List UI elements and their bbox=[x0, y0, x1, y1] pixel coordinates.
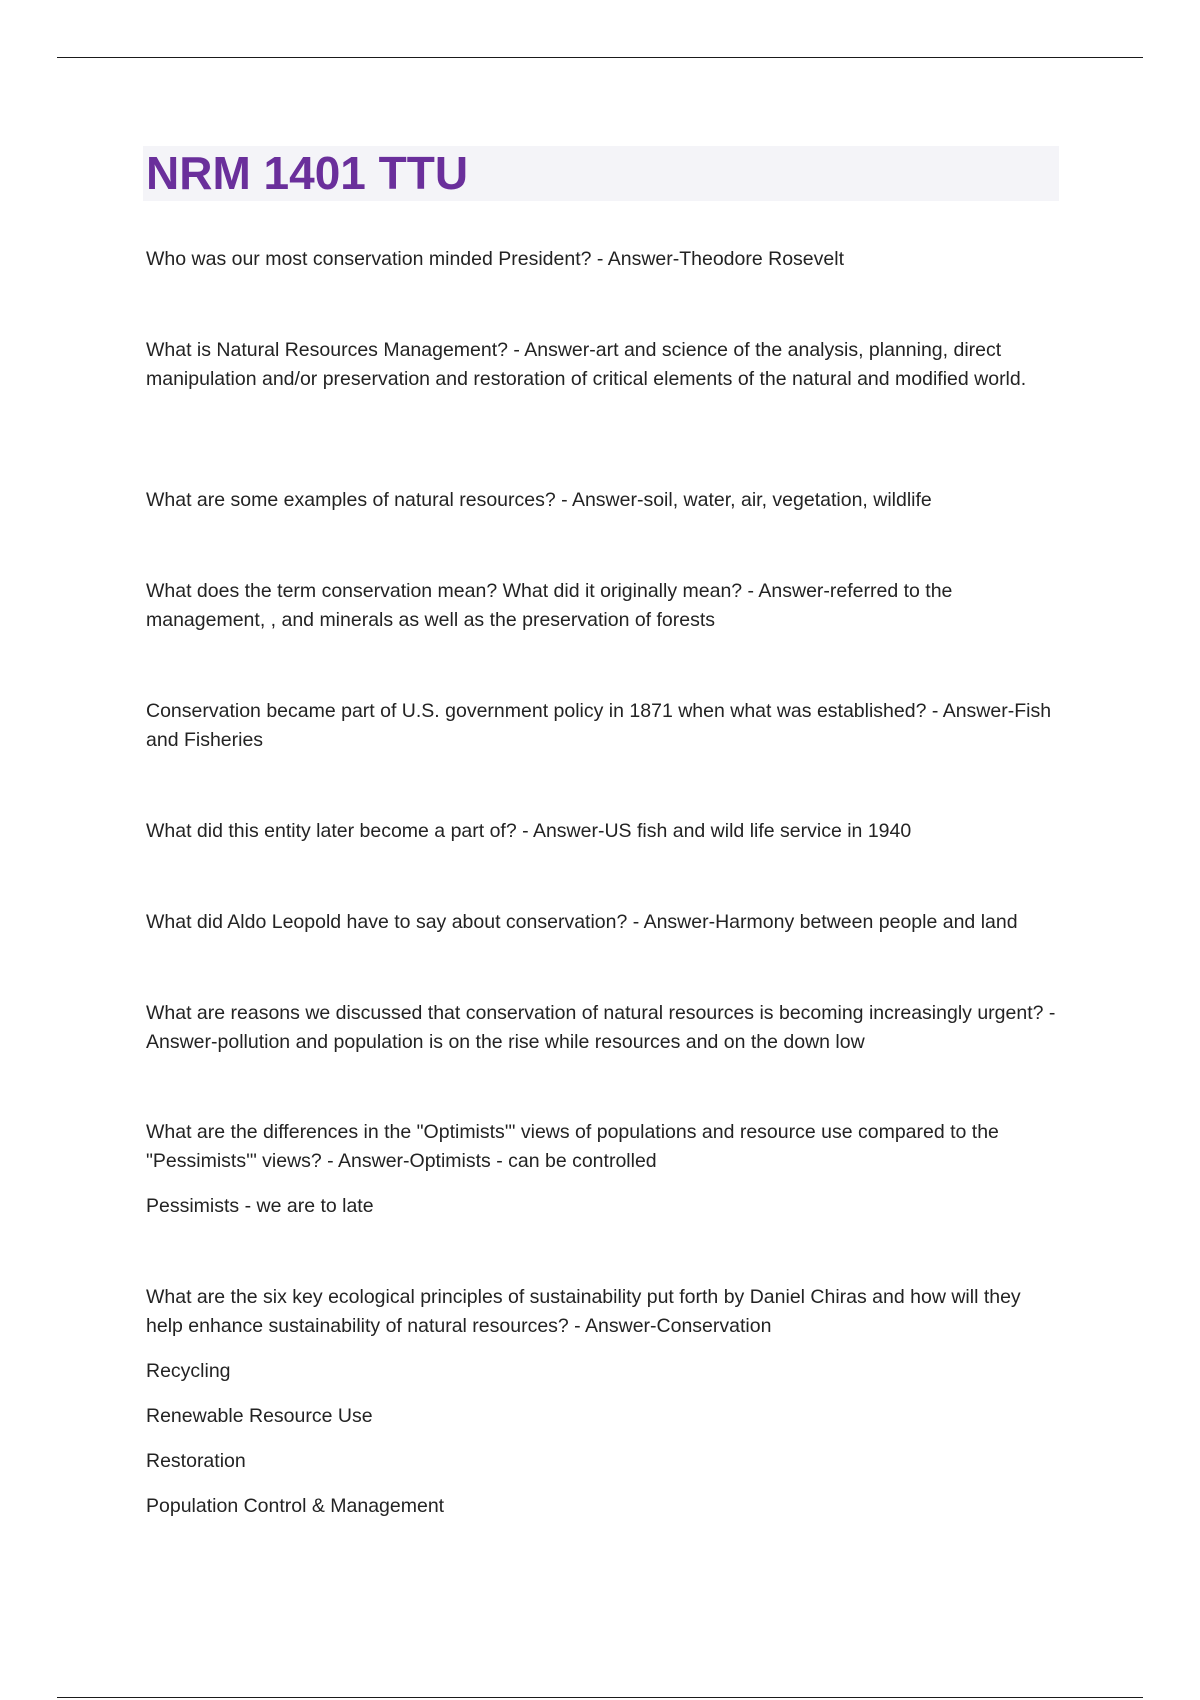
qa-entry-10 bbox=[146, 1283, 1061, 1521]
document-title: NRM 1401 TTU bbox=[146, 147, 469, 199]
qa-text: What does the term conservation mean? What did it originally mean? - Answer-referred to the management, , and minerals as well as the preservation of forests bbox=[146, 580, 953, 631]
qa-entry-5 bbox=[146, 697, 1061, 755]
qa-entry-8 bbox=[146, 999, 1061, 1057]
qa-text: What is Natural Resources Management? - Answer-art and science of the analysis, planning, direct manipulation and/or preservation and restoration of critical elements of the natural and modified world. bbox=[146, 339, 1027, 390]
top-rule bbox=[57, 57, 1143, 58]
qa-text: What are the six key ecological principles of sustainability put forth by Daniel Chiras and how will they help enhance sustainability of natural resources? - Answer-Conservation bbox=[146, 1286, 1021, 1337]
bottom-rule bbox=[57, 1697, 1143, 1698]
qa-text: What did Aldo Leopold have to say about conservation? - Answer-Harmony between people and land bbox=[146, 911, 1018, 933]
qa-entry-2 bbox=[146, 336, 1061, 394]
qa-entry-9 bbox=[146, 1118, 1061, 1221]
qa-entry-6 bbox=[146, 817, 1061, 846]
qa-entry-4 bbox=[146, 577, 1061, 635]
qa-text: What are reasons we discussed that conservation of natural resources is becoming increasingly urgent? - Answer-pollution and population is on the rise while resources and on the down low bbox=[146, 1002, 1056, 1053]
qa-extra-line: Recycling bbox=[146, 1360, 231, 1382]
qa-entry-3 bbox=[146, 486, 1061, 515]
qa-text: What are the differences in the "Optimists'" views of populations and resource use compared to the "Pessimists'" views? - Answer-Optimists - can be controlled bbox=[146, 1121, 999, 1172]
title-band bbox=[143, 146, 1059, 201]
qa-text: What did this entity later become a part of? - Answer-US fish and wild life service in 1940 bbox=[146, 820, 912, 842]
qa-extra-line: Population Control & Management bbox=[146, 1495, 445, 1517]
qa-extra-line: Pessimists - we are to late bbox=[146, 1195, 374, 1217]
qa-extra-line: Renewable Resource Use bbox=[146, 1405, 373, 1427]
qa-text: Who was our most conservation minded President? - Answer-Theodore Rosevelt bbox=[146, 248, 844, 270]
qa-text: Conservation became part of U.S. government policy in 1871 when what was established? - Answer-Fish and Fisheries bbox=[146, 700, 1052, 751]
qa-extra-line: Restoration bbox=[146, 1450, 246, 1472]
qa-entry-7 bbox=[146, 908, 1061, 937]
qa-text: What are some examples of natural resources? - Answer-soil, water, air, vegetation, wildlife bbox=[146, 489, 932, 511]
qa-entry-1 bbox=[146, 245, 1061, 274]
